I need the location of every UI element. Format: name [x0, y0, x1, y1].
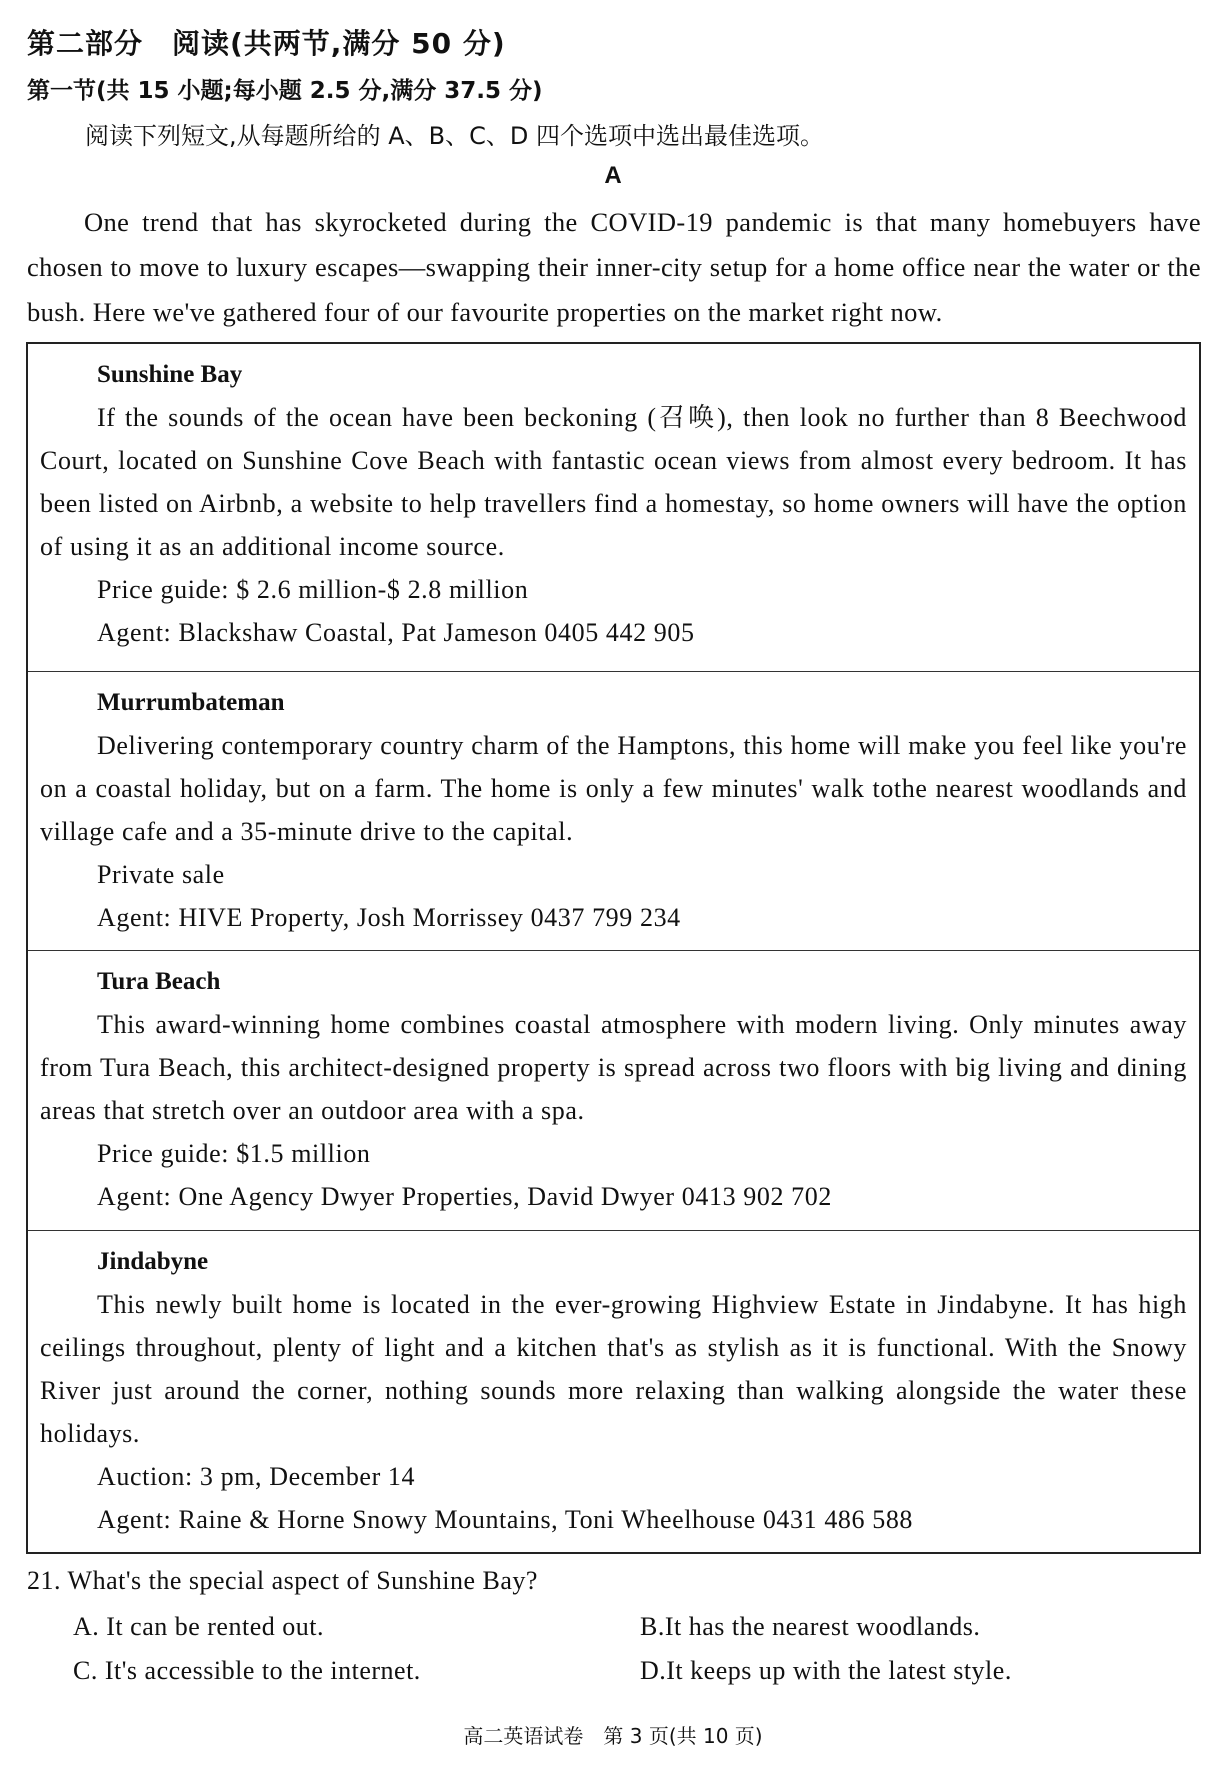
property-name: Tura Beach — [97, 968, 221, 995]
property-name: Jindabyne — [97, 1248, 209, 1275]
page-footer: 高二英语试卷 第 3 页(共 10 页) — [463, 1724, 763, 1748]
property-sale-type: Private sale — [97, 860, 225, 889]
property-cell-tura-beach — [28, 950, 1199, 1230]
property-name: Sunshine Bay — [97, 361, 243, 388]
property-description: This award-winning home combines coastal atmosphere with modern living. Only minutes away from Tura Beach, this architect-designed property is spread across two floors with big living and dining areas that stretch over an outdoor area with a spa. — [40, 1010, 1187, 1125]
option-c[interactable]: C. It's accessible to the internet. — [73, 1656, 421, 1685]
property-description: Delivering contemporary country charm of the Hamptons, this home will make you feel like you're on a coastal holiday, but on a farm. The home is only a few minutes' walk tothe nearest woodlands and village cafe and a 35-minute drive to the capital. — [40, 731, 1187, 846]
option-d[interactable]: D.It keeps up with the latest style. — [640, 1656, 1012, 1685]
instruction-text: 阅读下列短文,从每题所给的 A、B、C、D 四个选项中选出最佳选项。 — [85, 122, 825, 150]
property-cell-jindabyne — [28, 1230, 1199, 1554]
property-price: Price guide: $1.5 million — [97, 1139, 371, 1168]
property-auction: Auction: 3 pm, December 14 — [97, 1462, 416, 1491]
property-agent: Agent: Blackshaw Coastal, Pat Jameson 0405 442 905 — [97, 618, 695, 647]
property-cell-murrumbateman — [28, 671, 1199, 950]
passage-intro: One trend that has skyrocketed during the COVID-19 pandemic is that many homebuyers have chosen to move to luxury escapes—swapping their inner-city setup for a home office near the water or the bush. Here we've gathered four of our favourite properties on the market right now. — [27, 207, 1201, 327]
property-description: If the sounds of the ocean have been beckoning (召唤), then look no further than 8 Beechwood Court, located on Sunshine Cove Beach with fantastic ocean views from almost every bedroom. It has been listed on Airbnb, a website to help travellers find a homestay, so home owners will have the option of using it as an additional income source. — [40, 403, 1187, 561]
property-agent: Agent: HIVE Property, Josh Morrissey 0437 799 234 — [97, 903, 681, 932]
property-agent: Agent: One Agency Dwyer Properties, David Dwyer 0413 902 702 — [97, 1182, 832, 1211]
property-listings-table — [26, 342, 1201, 1554]
property-description: This newly built home is located in the ever-growing Highview Estate in Jindabyne. It has high ceilings throughout, plenty of light and a kitchen that's as stylish as it is functional. With the Snowy River just around the corner, nothing sounds more relaxing than walking alongside the water these holidays. — [40, 1290, 1187, 1448]
property-agent: Agent: Raine & Horne Snowy Mountains, Toni Wheelhouse 0431 486 588 — [97, 1505, 914, 1534]
property-name: Murrumbateman — [97, 689, 285, 716]
property-price: Price guide: $ 2.6 million-$ 2.8 million — [97, 575, 529, 604]
passage-label: A — [604, 162, 622, 189]
option-a[interactable]: A. It can be rented out. — [73, 1612, 324, 1641]
subsection-title: 第一节(共 15 小题;每小题 2.5 分,满分 37.5 分) — [27, 78, 543, 104]
section-title: 第二部分 阅读(共两节,满分 50 分) — [27, 27, 506, 60]
option-b[interactable]: B.It has the nearest woodlands. — [640, 1612, 981, 1641]
question-21: 21. What's the special aspect of Sunshine Bay? — [27, 1566, 538, 1595]
property-cell-sunshine-bay — [28, 344, 1199, 671]
